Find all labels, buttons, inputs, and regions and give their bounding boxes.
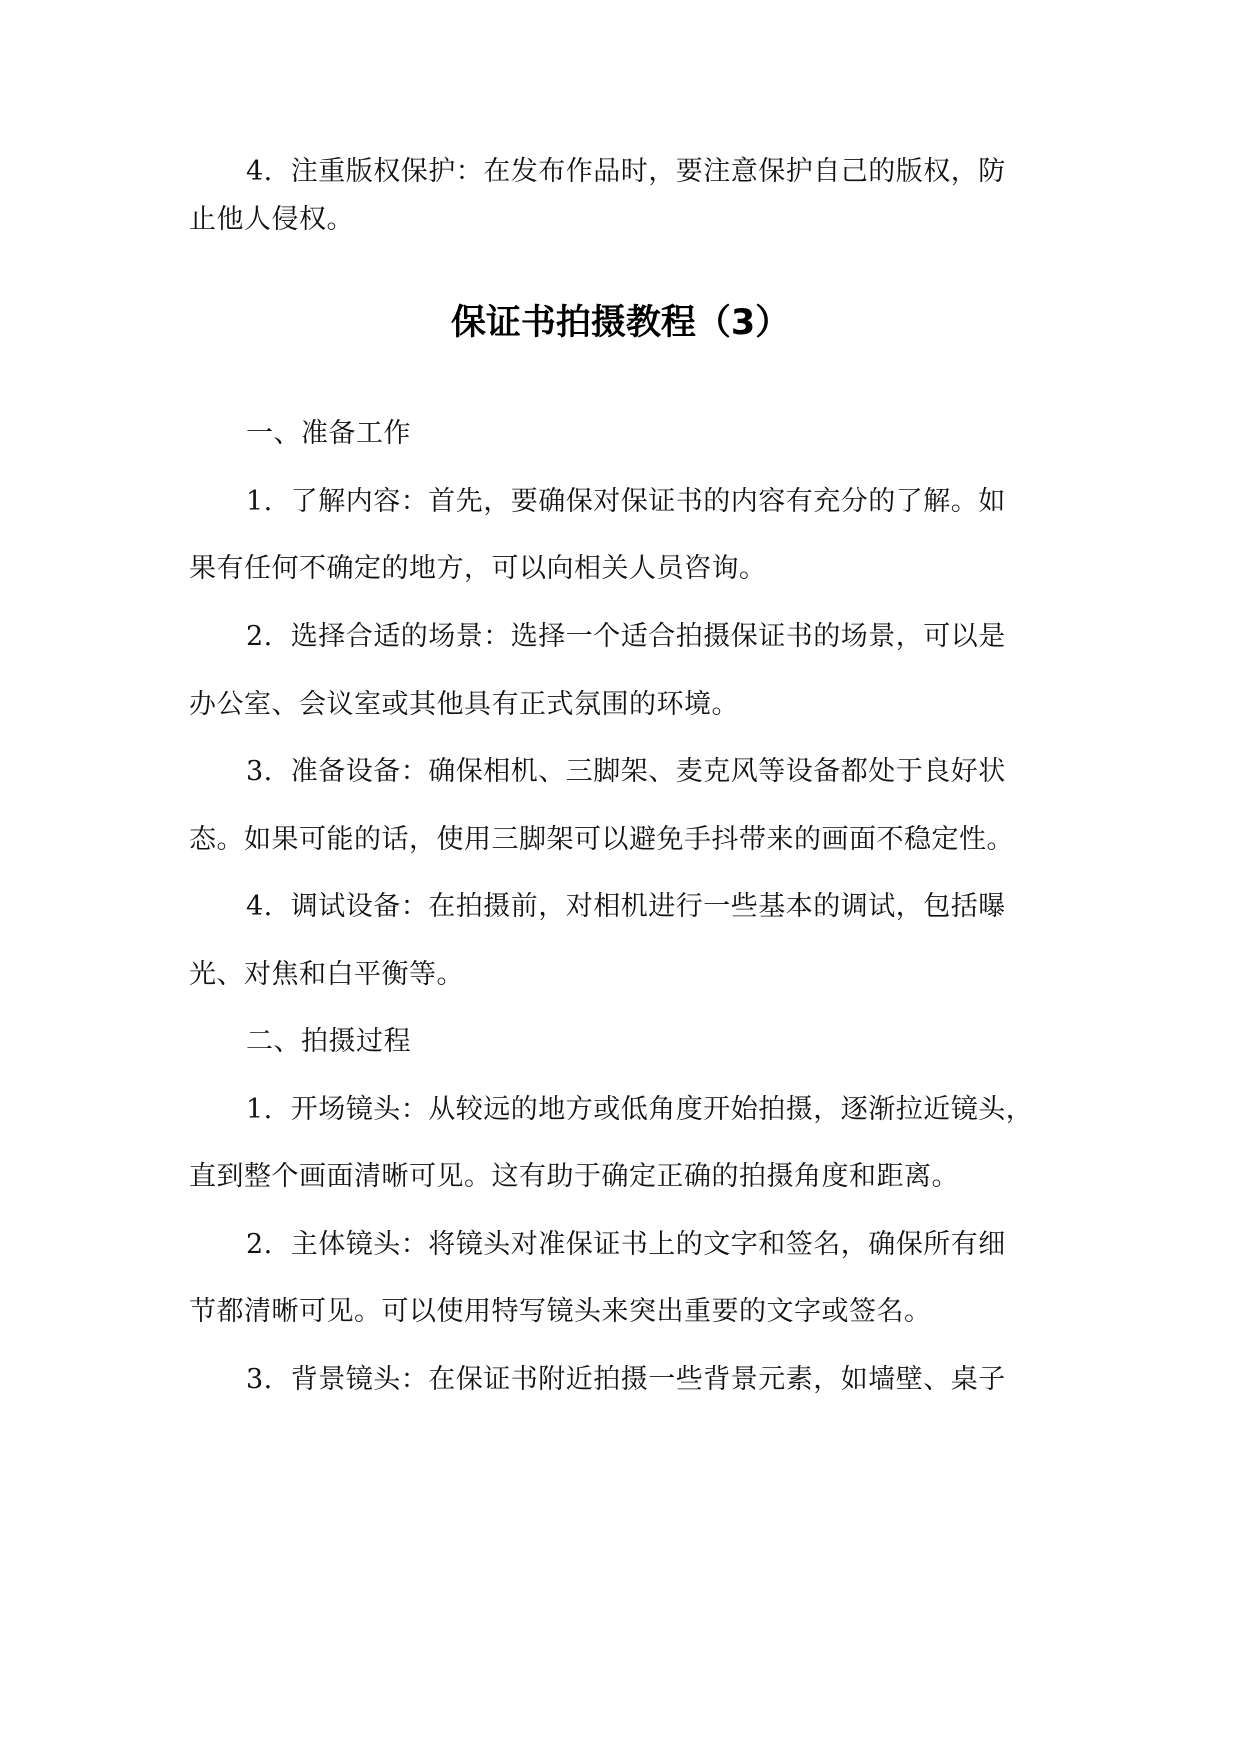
section2-item2-text: 主体镜头：将镜头对准保证书上的文字和签名，确保所有细: [290, 1229, 1006, 1260]
section1-item3-text: 准备设备：确保相机、三脚架、麦克风等设备都处于良好状: [290, 756, 1006, 787]
section2-item2-number: 2.: [246, 1229, 273, 1260]
section1-item2-number: 2.: [246, 621, 273, 652]
section1-item1-number: 1.: [246, 486, 273, 517]
section2-item3-number: 3.: [246, 1364, 273, 1395]
section1-item3-line1: [246, 752, 1006, 792]
intro-item-line1: [246, 152, 1006, 192]
section1-item2-line2: 办公室、会议室或其他具有正式氛围的环境。: [189, 689, 739, 720]
section2-item2-line2: 节都清晰可见。可以使用特写镜头来突出重要的文字或签名。: [189, 1296, 932, 1327]
section1-heading: 一、准备工作: [246, 418, 411, 449]
section2-item1-number: 1.: [246, 1094, 273, 1125]
section2-item3-line1: [246, 1360, 1006, 1400]
section1-item1-line1: [246, 482, 1006, 522]
section2-item1-line1: [246, 1090, 1033, 1130]
page-title: 保证书拍摄教程（3）: [450, 303, 791, 343]
intro-item-text: 注重版权保护：在发布作品时，要注意保护自己的版权，防: [290, 156, 1006, 187]
intro-item-line2: 止他人侵权。: [189, 204, 354, 235]
section1-item3-number: 3.: [246, 756, 273, 787]
section1-item4-number: 4.: [246, 891, 273, 922]
section1-item4-line2: 光、对焦和白平衡等。: [189, 959, 464, 990]
section2-item1-text: 开场镜头：从较远的地方或低角度开始拍摄，逐渐拉近镜头，: [290, 1094, 1034, 1125]
section1-item4-text: 调试设备：在拍摄前，对相机进行一些基本的调试，包括曝: [290, 891, 1006, 922]
section1-item1-text: 了解内容：首先，要确保对保证书的内容有充分的了解。如: [290, 486, 1006, 517]
section2-heading: 二、拍摄过程: [246, 1026, 411, 1057]
section1-item1-line2: 果有任何不确定的地方，可以向相关人员咨询。: [189, 553, 767, 584]
intro-item-number: 4.: [246, 156, 273, 187]
section2-item2-line1: [246, 1225, 1006, 1265]
section2-item3-text: 背景镜头：在保证书附近拍摄一些背景元素，如墙壁、桌子: [290, 1364, 1006, 1395]
section1-item2-line1: [246, 617, 1006, 657]
section2-item1-line2: 直到整个画面清晰可见。这有助于确定正确的拍摄角度和距离。: [189, 1161, 959, 1192]
section1-item2-text: 选择合适的场景：选择一个适合拍摄保证书的场景，可以是: [290, 621, 1006, 652]
section1-item4-line1: [246, 887, 1006, 927]
section1-item3-line2: 态。如果可能的话，使用三脚架可以避免手抖带来的画面不稳定性。: [189, 824, 1014, 855]
